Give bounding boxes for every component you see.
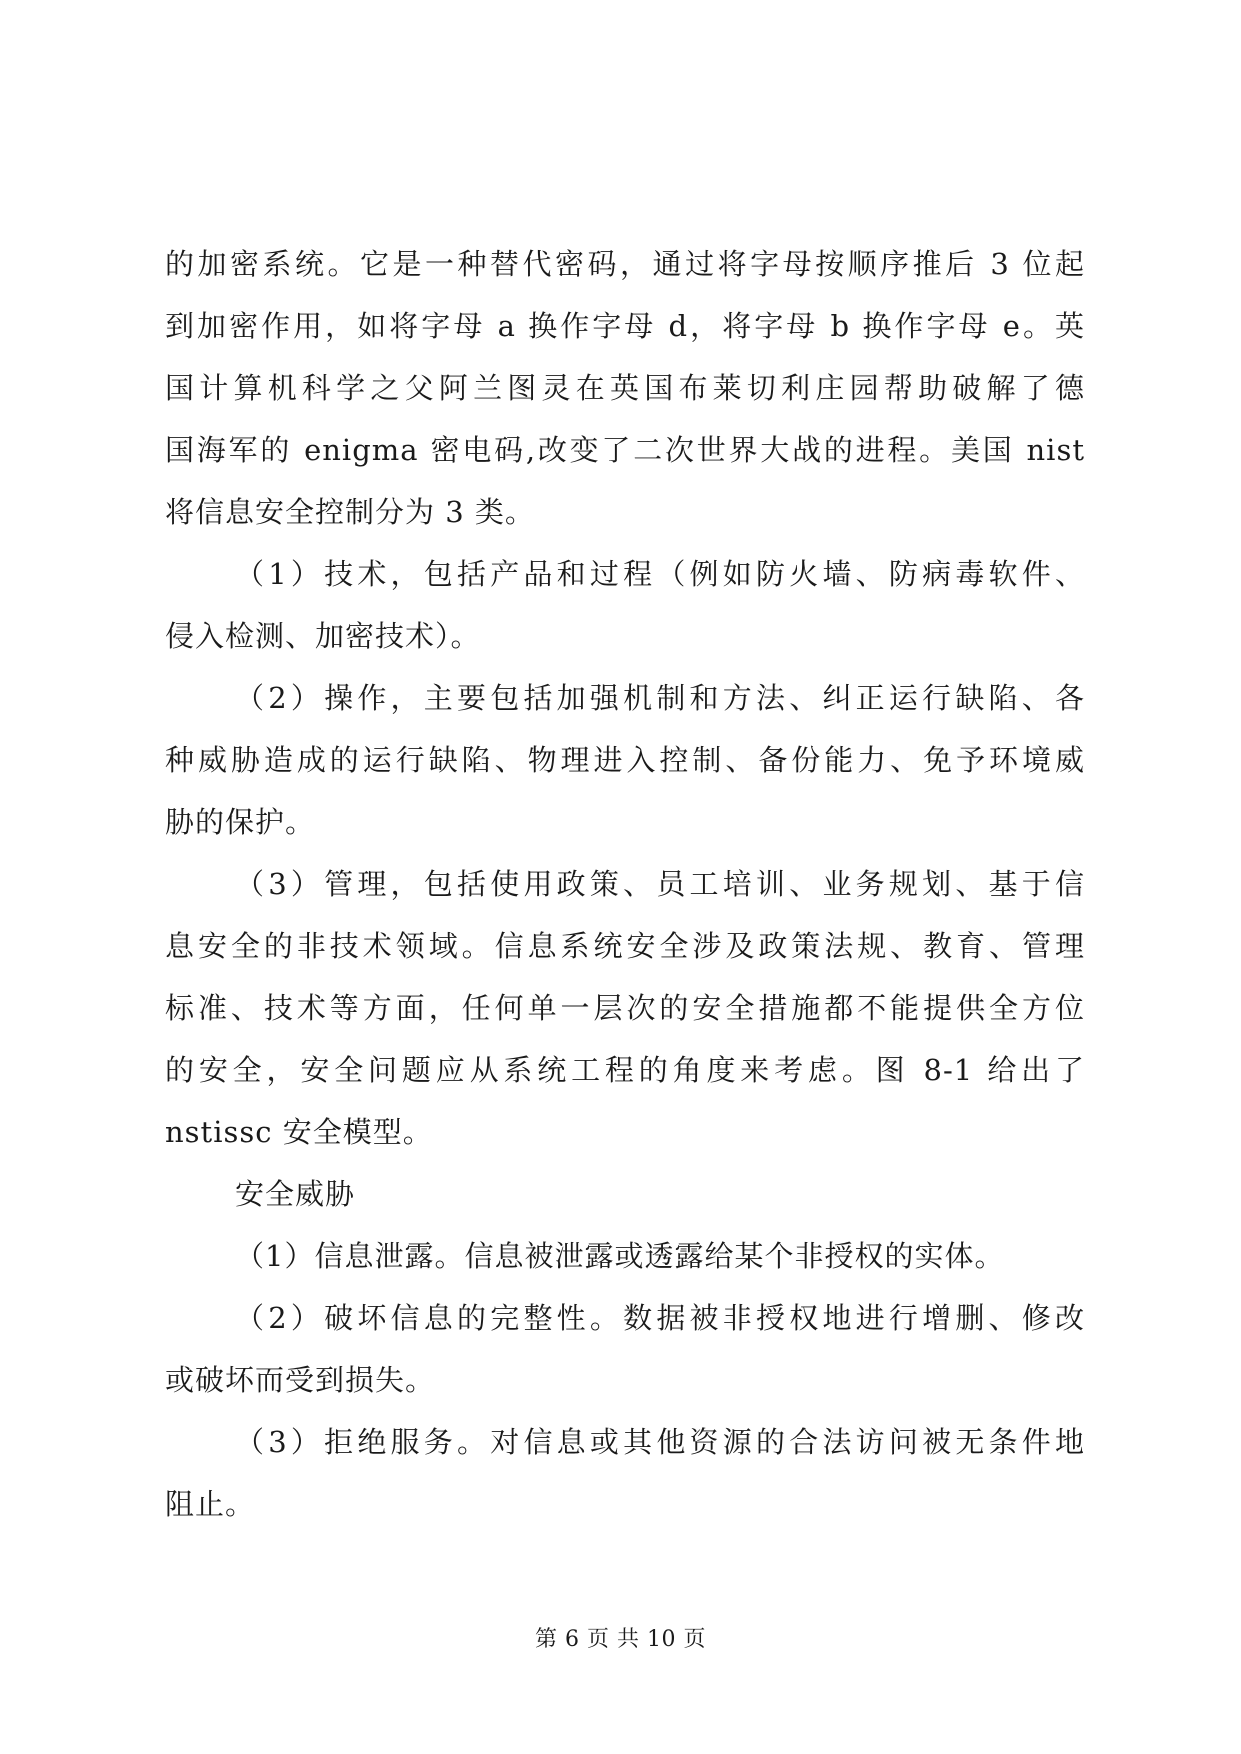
document-body [165,233,1085,1535]
text-line: 阻止。 [165,1487,256,1521]
text-line: 侵入检测、加密技术）。 [165,619,481,653]
page-footer: 第 6 页 共 10 页 [535,1627,706,1652]
list-item-disclosure: （1）信息泄露。信息被泄露或透露给某个非授权的实体。 [235,1239,1005,1273]
text-line: 标准、技术等方面，任何单一层次的安全措施都不能提供全方位 [165,991,1085,1025]
text-line: 国计算机科学之父阿兰图灵在英国布莱切利庄园帮助破解了德 [165,371,1085,405]
text-line: 种威胁造成的运行缺陷、物理进入控制、备份能力、免予环境威 [165,743,1085,777]
text-line: 息安全的非技术领域。信息系统安全涉及政策法规、教育、管理 [165,929,1085,963]
text-line: nstissc 安全模型。 [165,1115,433,1149]
text-line: 的安全，安全问题应从系统工程的角度来考虑。图 8-1 给出了 [165,1053,1085,1087]
text-line: 将信息安全控制分为 3 类。 [165,495,535,529]
section-heading: 安全威胁 [235,1177,356,1211]
text-line: 到加密作用，如将字母 a 换作字母 d，将字母 b 换作字母 e。英 [165,309,1085,343]
text-line: 的加密系统。它是一种替代密码，通过将字母按顺序推后 3 位起 [165,247,1085,281]
list-item-management: （3）管理，包括使用政策、员工培训、业务规划、基于信 [235,867,1085,901]
text-line: 或破坏而受到损失。 [165,1363,436,1397]
list-item-integrity: （2）破坏信息的完整性。数据被非授权地进行增删、修改 [235,1301,1085,1335]
list-item-operation: （2）操作，主要包括加强机制和方法、纠正运行缺陷、各 [235,681,1085,715]
list-item-technology: （1）技术，包括产品和过程（例如防火墙、防病毒软件、 [235,557,1085,591]
text-line: 胁的保护。 [165,805,316,839]
text-line: 国海军的 enigma 密电码,改变了二次世界大战的进程。美国 nist [165,433,1085,467]
list-item-denial-of-service: （3）拒绝服务。对信息或其他资源的合法访问被无条件地 [235,1425,1085,1459]
